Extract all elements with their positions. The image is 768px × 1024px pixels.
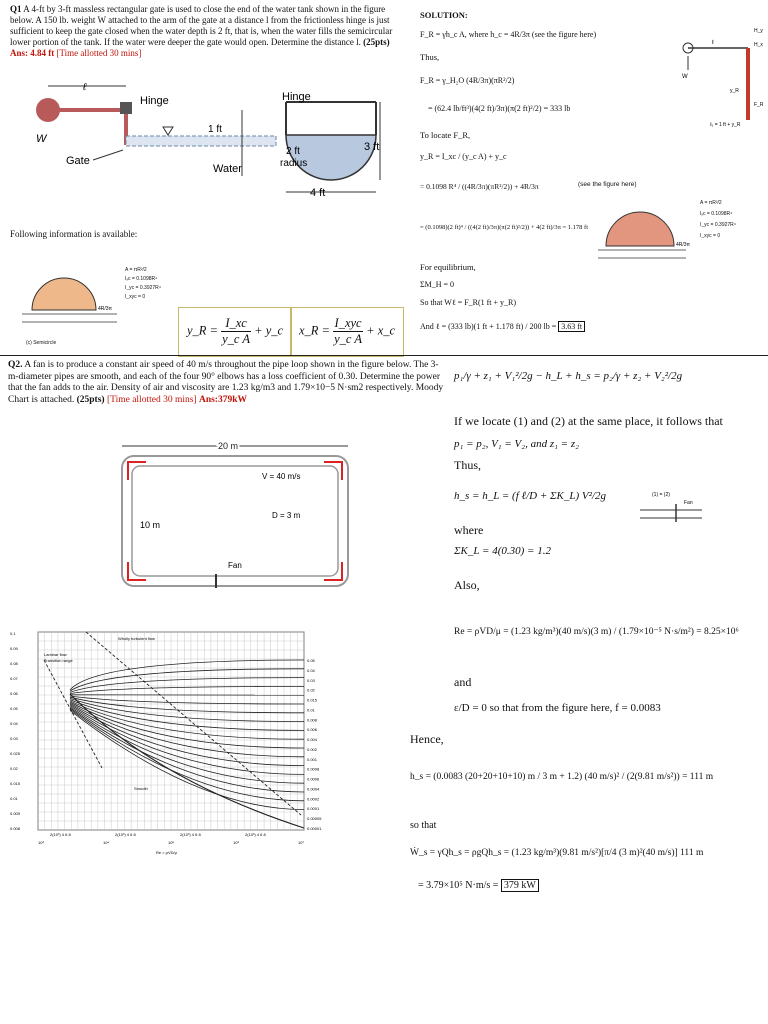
rprop-2: I_yc = 0.3927R⁴ bbox=[700, 222, 736, 228]
xr-den: y_c A bbox=[334, 332, 363, 346]
yr-den: y_c A bbox=[222, 332, 251, 346]
fan-label: Fan bbox=[228, 561, 242, 570]
l-label: ℓ bbox=[83, 82, 87, 93]
roughness-tick-label: 0.0006 bbox=[307, 776, 320, 782]
sol2-hs-num: h_s = (0.0083 (20+20+10+10) m / 3 m + 1.2) (40 m/s)² / (2(9.81 m/s²)) = 111 m bbox=[410, 772, 714, 782]
moody-xlabel: Re = ρVD/μ bbox=[156, 850, 177, 855]
yr-tail: + y_c bbox=[254, 323, 284, 338]
width-label: 20 m bbox=[218, 441, 239, 451]
q1-tank-figure bbox=[28, 80, 398, 205]
x-minor-tick-label: 2(10³) 4 6 8 bbox=[50, 832, 71, 837]
y-tick-label: 0.03 bbox=[10, 736, 18, 741]
sol2-and: and bbox=[454, 675, 472, 689]
roughness-tick-label: 0.0004 bbox=[307, 786, 320, 792]
roughness-tick-label: 0.01 bbox=[307, 707, 315, 713]
sol2-locate: If we locate (1) and (2) at the same place, it follows that bbox=[454, 414, 723, 428]
y-tick-label: 0.09 bbox=[10, 646, 18, 651]
height-label: 10 m bbox=[140, 520, 161, 530]
four-ft-label: 4 ft bbox=[310, 187, 326, 199]
roughness-tick-label: 0.004 bbox=[307, 737, 318, 743]
sol1-and-l: And ℓ = (333 lb)(1 ft + 1.178 ft) / 200 lb = 3.63 ft bbox=[420, 322, 585, 331]
sol1-see-fig: (see the figure here) bbox=[578, 181, 637, 188]
inset-fan: Fan bbox=[684, 500, 693, 506]
fb-fr: F_R bbox=[754, 102, 764, 108]
rprop-1: Iₓc = 0.1098R⁴ bbox=[700, 211, 733, 217]
roughness-tick-label: 0.015 bbox=[307, 697, 318, 703]
fb-ly: ℓ₁ = 1 ft + y_R bbox=[710, 122, 741, 128]
sol2-sumk: ΣK_L = 4(0.30) = 1.2 bbox=[454, 545, 551, 557]
roughness-tick-label: 0.0008 bbox=[307, 766, 320, 772]
sol1-so-that: So that Wℓ = F_R(1 ft + y_R) bbox=[420, 298, 517, 307]
semicircle-props-right bbox=[700, 198, 736, 242]
semicircle-caption: (c) Semicircle bbox=[26, 340, 57, 346]
three-ft-label: 3 ft bbox=[364, 141, 380, 153]
pipe-loop-figure bbox=[110, 438, 360, 598]
solution1-title: SOLUTION: bbox=[420, 10, 468, 20]
xr-lhs: x_R = bbox=[299, 323, 330, 338]
roughness-tick-label: 0.008 bbox=[307, 717, 318, 723]
sol1-fr-eq: F_R = γ_H₂O (4R/3π)(πR²/2) bbox=[420, 76, 515, 85]
hinge-right-label: Hinge bbox=[282, 91, 311, 103]
sol1-line1: F_R = γh_c A, where h_c = 4R/3π (see the figure here) bbox=[420, 30, 597, 39]
xr-num: I_xyc bbox=[334, 316, 362, 330]
sol1-thus: Thus, bbox=[420, 52, 440, 62]
semicircle-figure-left bbox=[22, 268, 122, 338]
sol2-hs: h_s = h_L = (f ℓ/D + ΣK_L) V²/2g bbox=[454, 490, 606, 502]
sol2-eps: ε/D = 0 so that from the figure here, f = 0.0083 bbox=[454, 702, 661, 714]
sol1-locate: To locate F_R, bbox=[420, 130, 471, 140]
inset-eq: (1) = (2) bbox=[652, 492, 670, 498]
y-tick-label: 0.008 bbox=[10, 826, 21, 831]
sol2-also: Also, bbox=[454, 578, 480, 592]
sol2-hence: Hence, bbox=[410, 732, 444, 746]
sol2-result: 379 kW bbox=[501, 879, 539, 892]
v-label: V = 40 m/s bbox=[262, 472, 301, 481]
yr-num: I_xc bbox=[221, 316, 251, 332]
formula-yr-box bbox=[178, 307, 292, 357]
q2-statement bbox=[8, 360, 448, 406]
sol2-inset-figure bbox=[636, 486, 706, 526]
y-tick-label: 0.009 bbox=[10, 811, 21, 816]
prop-3: I_xyc = 0 bbox=[125, 294, 146, 300]
y-tick-label: 0.015 bbox=[10, 781, 21, 786]
wholly-label: Wholly turbulent flow bbox=[118, 636, 155, 641]
q1-statement bbox=[10, 4, 408, 59]
fb-w: W bbox=[682, 74, 688, 80]
hinge-block bbox=[120, 102, 132, 114]
transition-label: Transition range bbox=[44, 658, 73, 663]
y-tick-label: 0.07 bbox=[10, 676, 18, 681]
roughness-tick-label: 0.00005 bbox=[307, 816, 322, 822]
smooth-label: Smooth bbox=[134, 786, 148, 791]
sol2-re: Re = ρVD/μ = (1.23 kg/m³)(40 m/s)(3 m) / (1.79×10⁻⁵ N·s/m²) = 8.25×10⁶ bbox=[454, 627, 739, 637]
sol2-equal: p₁ = p₂, V₁ = V₂, and z₁ = z₂ bbox=[454, 438, 579, 450]
y-tick-label: 0.1 bbox=[10, 631, 16, 636]
roughness-tick-label: 0.05 bbox=[307, 658, 315, 663]
q1-label: Q1 bbox=[10, 4, 22, 14]
y-tick-label: 0.02 bbox=[10, 766, 18, 771]
q1-info-label: Following information is available: bbox=[10, 229, 138, 239]
fb-h: H_x bbox=[754, 42, 763, 48]
x-tick-label: 10⁴ bbox=[103, 840, 110, 845]
xr-tail: + x_c bbox=[366, 323, 396, 338]
q1-points: (25pts) bbox=[363, 37, 390, 47]
q2-label: Q2. bbox=[8, 360, 23, 370]
x-tick-label: 10³ bbox=[38, 840, 44, 845]
fb-yr: y_R bbox=[730, 88, 739, 94]
y-tick-label: 0.05 bbox=[10, 706, 18, 711]
fb-hy: H_y bbox=[754, 28, 763, 34]
roughness-tick-label: 0.006 bbox=[307, 727, 318, 733]
q2-points: (25pts) bbox=[76, 394, 105, 405]
prop-0: A = πR²/2 bbox=[125, 267, 147, 273]
hinge-left-label: Hinge bbox=[140, 95, 169, 107]
sol2-ws2: = 3.79×10⁵ N·m/s = bbox=[418, 880, 499, 891]
sol2-so-that: so that bbox=[410, 820, 437, 831]
sol2-thus: Thus, bbox=[454, 458, 481, 472]
y-tick-label: 0.06 bbox=[10, 691, 18, 696]
fb-l: ℓ bbox=[712, 40, 714, 46]
rprop-0: A = πR²/2 bbox=[700, 200, 722, 206]
sol1-and-l-text: And ℓ = (333 lb)(1 ft + 1.178 ft) / 200 lb bbox=[420, 322, 550, 331]
two-ft-label: 2 ft bbox=[286, 146, 300, 157]
section-divider bbox=[0, 355, 768, 356]
x-tick-label: 10⁶ bbox=[233, 840, 240, 845]
semicircle-props-left bbox=[125, 266, 161, 302]
q2-answer: Ans:379kW bbox=[198, 394, 248, 405]
semicircle-figure-right bbox=[598, 206, 691, 266]
formula-xr-box bbox=[290, 307, 404, 357]
roughness-tick-label: 0.04 bbox=[307, 667, 315, 673]
q1-time: [Time allotted 30 mins] bbox=[56, 48, 142, 58]
moody-chart bbox=[6, 630, 341, 860]
q2-time: [Time allotted 30 mins] bbox=[106, 394, 197, 405]
x-minor-tick-label: 2(10³) 4 6 8 bbox=[245, 832, 266, 837]
sol1-yr-eq: y_R = I_xc / (y_c A) + y_c bbox=[420, 152, 507, 161]
sol1-yr-sub2: = (0.1098)(2 ft)⁴ / ((4(2 ft)/3π)(π(2 ft)²/2)) + 4(2 ft)/3π = 1.178 ft bbox=[420, 224, 589, 231]
sol2-energy: p₁/γ + z₁ + V₁²/2g − h_L + h_s = p₂/γ + z₂ + V₂²/2g bbox=[454, 370, 683, 382]
four-r-label: 4R/3π bbox=[676, 242, 691, 248]
sol1-fr-num: = (62.4 lb/ft³)(4(2 ft)/3π)(π(2 ft)²/2) = 333 lb bbox=[428, 104, 571, 113]
roughness-tick-label: 0.0001 bbox=[307, 806, 320, 812]
prop-2: I_yc = 0.3927R⁴ bbox=[125, 285, 161, 291]
roughness-tick-label: 0.001 bbox=[307, 756, 318, 762]
x-minor-tick-label: 2(10³) 4 6 8 bbox=[115, 832, 136, 837]
y-tick-label: 0.025 bbox=[10, 751, 21, 756]
water-label: Water bbox=[213, 163, 242, 175]
pipe-inner bbox=[132, 466, 338, 576]
q2-text: A fan is to produce a constant air speed of 40 m/s throughout the pipe loop shown in the figure below. The 3-m-diameter pipes are smooth, and each of the four 90° elbows has a loss coefficient of 0.30. Determine the power that the fan adds to the air. Density of air and viscosity are 1.23 kg/m3 and 1.79×10−5 N·sm2 respectively. Moody Chart is attached. bbox=[8, 360, 444, 405]
radius-label: radius bbox=[280, 158, 308, 169]
y-tick-label: 0.01 bbox=[10, 796, 18, 801]
yr-lhs: y_R = bbox=[187, 323, 218, 338]
roughness-tick-label: 0.00001 bbox=[307, 826, 322, 831]
y-tick-label: 0.08 bbox=[10, 661, 18, 666]
q1-answer: Ans: 4.84 ft bbox=[10, 48, 55, 58]
roughness-tick-label: 0.0002 bbox=[307, 796, 320, 802]
roughness-tick-label: 0.002 bbox=[307, 746, 318, 752]
sol1-yr-sub1: = 0.1098 R⁴ / ((4R/3π)(πR²/2)) + 4R/3π bbox=[420, 182, 539, 191]
gate-label: Gate bbox=[66, 155, 90, 167]
sol1-free-body-figure bbox=[670, 20, 765, 135]
y-tick-label: 0.04 bbox=[10, 721, 18, 726]
tank-top bbox=[126, 136, 276, 146]
x-tick-label: 10⁷ bbox=[298, 840, 304, 845]
sol2-where: where bbox=[454, 523, 484, 537]
x-minor-tick-label: 2(10³) 4 6 8 bbox=[180, 832, 201, 837]
sol2-ws: Ẇ_s = γQh_s = ρgQh_s = (1.23 kg/m³)(9.81 m/s²)[π/4 (3 m)²(40 m/s)] 111 m bbox=[410, 848, 704, 858]
roughness-tick-label: 0.03 bbox=[307, 677, 315, 683]
d-label: D = 3 m bbox=[272, 511, 301, 520]
laminar-label: Laminar flow bbox=[44, 652, 67, 657]
x-tick-label: 10⁵ bbox=[168, 840, 175, 845]
rprop-3: I_xyc = 0 bbox=[700, 233, 721, 239]
prop-1: Iₓc = 0.1098R⁴ bbox=[125, 276, 158, 282]
sol1-equilibrium: For equilibrium, bbox=[420, 262, 476, 272]
sol2-ws2-line bbox=[418, 880, 539, 891]
q1-text: A 4-ft by 3-ft massless rectangular gate is used to close the end of the water tank shown in the figure below. A 150 lb. weight W attached to the arm of the gate at a distance l from the frictionless hinge is just sufficient to keep the gate closed when the water depth is 2 ft, that is, when the water fills the semicircular lower portion of the tank. If the water were deeper the gate would open. Determine the distance l. bbox=[10, 4, 393, 47]
sol1-sum-m: ΣM_H = 0 bbox=[420, 280, 455, 289]
roughness-tick-label: 0.02 bbox=[307, 687, 315, 693]
svg-text:4R/3π: 4R/3π bbox=[98, 306, 113, 312]
sol1-result: 3.63 ft bbox=[558, 321, 585, 332]
one-ft-label: 1 ft bbox=[208, 124, 222, 135]
w-label: W bbox=[36, 133, 47, 145]
